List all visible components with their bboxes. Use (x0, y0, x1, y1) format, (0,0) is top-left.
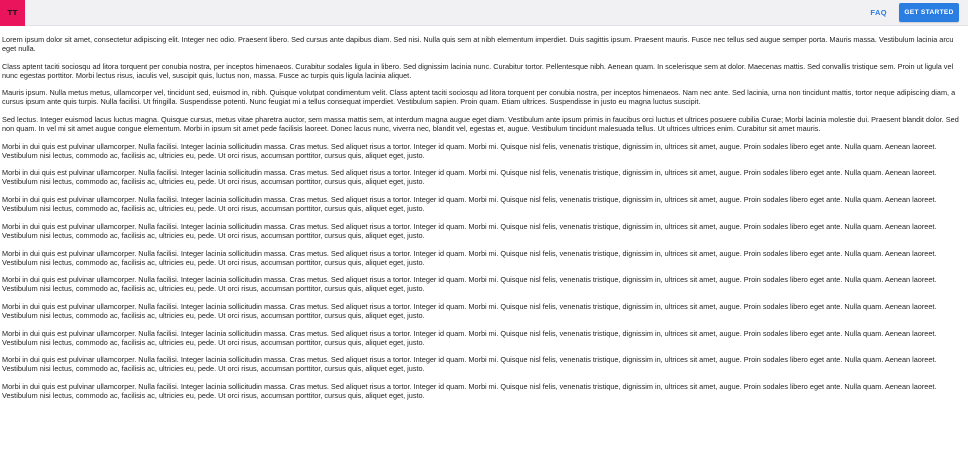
top-app-bar (0, 0, 968, 26)
main-content (2, 35, 965, 409)
paragraph: Mauris ipsum. Nulla metus metus, ullamcorper vel, tincidunt sed, euismod in, nibh. Quisque volutpat condimentum velit. Class aptent taciti sociosqu ad litora torquent per conubia nostra, per inceptos himenaeos. Nam nec ante. Sed lacinia, urna non tincidunt mattis, tortor neque adipiscing diam, a cursus ipsum ante quis turpis. Nulla facilisi. Ut fringilla. Suspendisse potenti. Nunc feugiat mi a tellus consequat imperdiet. Vestibulum sapien. Proin quam. Etiam ultrices. Suspendisse in justo eu magna luctus suscipit. (2, 88, 956, 107)
paragraph: Morbi in dui quis est pulvinar ullamcorper. Nulla facilisi. Integer lacinia sollicitudin massa. Cras metus. Sed aliquet risus a tortor. Integer id quam. Morbi mi. Quisque nisl felis, venenatis tristique, dignissim in, ultrices sit amet, augue. Proin sodales libero eget ante. Nulla quam. Aenean laoreet. Vestibulum nisi lectus, commodo ac, facilisis ac, ultricies eu, pede. Ut orci risus, accumsan porttitor, cursus quis, aliquet eget, justo. (2, 221, 937, 240)
get-started-button[interactable]: GET STARTED (899, 3, 959, 22)
paragraph: Morbi in dui quis est pulvinar ullamcorper. Nulla facilisi. Integer lacinia sollicitudin massa. Cras metus. Sed aliquet risus a tortor. Integer id quam. Morbi mi. Quisque nisl felis, venenatis tristique, dignissim in, ultrices sit amet, augue. Proin sodales libero eget ante. Nulla quam. Aenean laoreet. Vestibulum nisi lectus, commodo ac, facilisis ac, ultricies eu, pede. Ut orci risus, accumsan porttitor, cursus quis, aliquet eget, justo. (2, 195, 937, 214)
paragraph: Morbi in dui quis est pulvinar ullamcorper. Nulla facilisi. Integer lacinia sollicitudin massa. Cras metus. Sed aliquet risus a tortor. Integer id quam. Morbi mi. Quisque nisl felis, venenatis tristique, dignissim in, ultrices sit amet, augue. Proin sodales libero eget ante. Nulla quam. Aenean laoreet. Vestibulum nisi lectus, commodo ac, facilisis ac, ultricies eu, pede. Ut orci risus, accumsan porttitor, cursus quis, aliquet eget, justo. (2, 355, 937, 374)
logo[interactable] (0, 0, 25, 26)
paragraph: Morbi in dui quis est pulvinar ullamcorper. Nulla facilisi. Integer lacinia sollicitudin massa. Cras metus. Sed aliquet risus a tortor. Integer id quam. Morbi mi. Quisque nisl felis, venenatis tristique, dignissim in, ultrices sit amet, augue. Proin sodales libero eget ante. Nulla quam. Aenean laoreet. Vestibulum nisi lectus, commodo ac, facilisis ac, ultricies eu, pede. Ut orci risus, accumsan porttitor, cursus quis, aliquet eget, justo. (2, 168, 937, 187)
paragraph: Morbi in dui quis est pulvinar ullamcorper. Nulla facilisi. Integer lacinia sollicitudin massa. Cras metus. Sed aliquet risus a tortor. Integer id quam. Morbi mi. Quisque nisl felis, venenatis tristique, dignissim in, ultrices sit amet, augue. Proin sodales libero eget ante. Nulla quam. Aenean laoreet. Vestibulum nisi lectus, commodo ac, facilisis ac, ultricies eu, pede. Ut orci risus, accumsan porttitor, cursus quis, aliquet eget, justo. (2, 381, 937, 400)
faq-link[interactable]: FAQ (870, 8, 887, 17)
paragraph: Morbi in dui quis est pulvinar ullamcorper. Nulla facilisi. Integer lacinia sollicitudin massa. Cras metus. Sed aliquet risus a tortor. Integer id quam. Morbi mi. Quisque nisl felis, venenatis tristique, dignissim in, ultrices sit amet, augue. Proin sodales libero eget ante. Nulla quam. Aenean laoreet. Vestibulum nisi lectus, commodo ac, facilisis ac, ultricies eu, pede. Ut orci risus, accumsan porttitor, cursus quis, aliquet eget, justo. (2, 328, 937, 347)
paragraph: Morbi in dui quis est pulvinar ullamcorper. Nulla facilisi. Integer lacinia sollicitudin massa. Cras metus. Sed aliquet risus a tortor. Integer id quam. Morbi mi. Quisque nisl felis, venenatis tristique, dignissim in, ultrices sit amet, augue. Proin sodales libero eget ante. Nulla quam. Aenean laoreet. Vestibulum nisi lectus, commodo ac, facilisis ac, ultricies eu, pede. Ut orci risus, accumsan porttitor, cursus quis, aliquet eget, justo. (2, 141, 937, 160)
paragraph: Lorem ipsum dolor sit amet, consectetur adipiscing elit. Integer nec odio. Praesent libero. Sed cursus ante dapibus diam. Sed nisi. Nulla quis sem at nibh elementum imperdiet. Duis sagittis ipsum. Praesent mauris. Fusce nec tellus sed augue semper porta. Mauris massa. Vestibulum lacinia arcu eget nulla. (2, 35, 954, 53)
paragraph: Morbi in dui quis est pulvinar ullamcorper. Nulla facilisi. Integer lacinia sollicitudin massa. Cras metus. Sed aliquet risus a tortor. Integer id quam. Morbi mi. Quisque nisl felis, venenatis tristique, dignissim in, ultrices sit amet, augue. Proin sodales libero eget ante. Nulla quam. Aenean laoreet. Vestibulum nisi lectus, commodo ac, facilisis ac, ultricies eu, pede. Ut orci risus, accumsan porttitor, cursus quis, aliquet eget, justo. (2, 275, 937, 294)
paragraph: Class aptent taciti sociosqu ad litora torquent per conubia nostra, per inceptos himenaeos. Curabitur sodales ligula in libero. Sed dignissim lacinia nunc. Curabitur tortor. Pellentesque nibh. Aenean quam. In scelerisque sem at dolor. Maecenas mattis. Sed convallis tristique sem. Proin ut ligula vel nunc egestas porttitor. Morbi lectus risus, iaculis vel, suscipit quis, luctus non, massa. Fusce ac turpis quis ligula lacinia aliquet. (2, 61, 954, 80)
logo-text: TT (7, 9, 18, 17)
paragraph: Morbi in dui quis est pulvinar ullamcorper. Nulla facilisi. Integer lacinia sollicitudin massa. Cras metus. Sed aliquet risus a tortor. Integer id quam. Morbi mi. Quisque nisl felis, venenatis tristique, dignissim in, ultrices sit amet, augue. Proin sodales libero eget ante. Nulla quam. Aenean laoreet. Vestibulum nisi lectus, commodo ac, facilisis ac, ultricies eu, pede. Ut orci risus, accumsan porttitor, cursus quis, aliquet eget, justo. (2, 301, 937, 320)
paragraph: Morbi in dui quis est pulvinar ullamcorper. Nulla facilisi. Integer lacinia sollicitudin massa. Cras metus. Sed aliquet risus a tortor. Integer id quam. Morbi mi. Quisque nisl felis, venenatis tristique, dignissim in, ultrices sit amet, augue. Proin sodales libero eget ante. Nulla quam. Aenean laoreet. Vestibulum nisi lectus, commodo ac, facilisis ac, ultricies eu, pede. Ut orci risus, accumsan porttitor, cursus quis, aliquet eget, justo. (2, 248, 937, 267)
paragraph: Sed lectus. Integer euismod lacus luctus magna. Quisque cursus, metus vitae pharetra auctor, sem massa mattis sem, at interdum magna augue eget diam. Vestibulum ante ipsum primis in faucibus orci luctus et ultrices posuere cubilia Curae; Morbi lacinia molestie dui. Praesent blandit dolor. Sed non quam. In vel mi sit amet augue congue elementum. Morbi in ipsum sit amet pede facilisis laoreet. Donec lacus nunc, viverra nec, blandit vel, egestas et, augue. Vestibulum tincidunt malesuada tellus. Ut ultrices ultrices enim. Curabitur sit amet mauris. (2, 115, 959, 134)
